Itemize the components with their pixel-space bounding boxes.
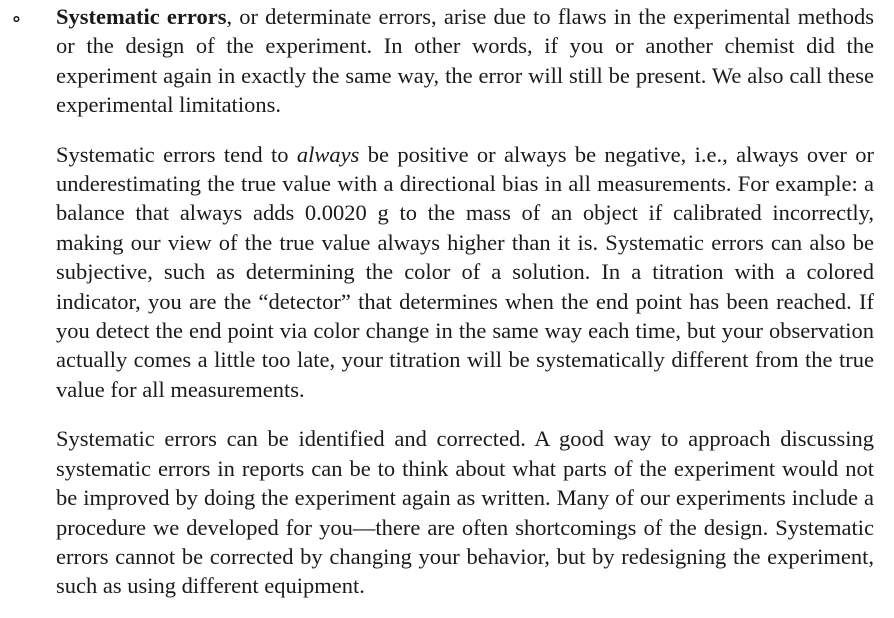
paragraph-identify-and-correct [56, 424, 874, 600]
paragraph-3-text: Systematic errors can be identified and corrected. A good way to approach discussing systematic errors in reports can be to think about what parts of the experiment would not be improved by doing the experiment again as written. Many of our experiments include a procedure we developed for you—there are often shortcomings of the design. Systematic errors cannot be corrected by changing your behavior, but by redesigning the experiment, such as using different equipment. [56, 426, 874, 599]
paragraph-2-italic-always: always [296, 141, 360, 167]
term-systematic-errors: Systematic errors [56, 4, 227, 29]
paragraph-2-text-before: Systematic errors tend to [56, 141, 297, 167]
paragraph-systematic-errors-definition [56, 2, 874, 120]
list-item [56, 2, 874, 601]
list-bullet: ∘ [11, 6, 22, 31]
paragraph-directional-bias [56, 140, 874, 405]
paragraph-2-text-after: be positive or always be negative, i.e., always over or underestimating the true value with a directional bias in all measurements. For example: a balance that always adds 0.0020 g to the mass of an object if calibrated incorrectly, making our view of the true value always higher than it is. Systematic errors can also be subjective, such as determining the color of a solution. In a titration with a colored indicator, you are the “detector” that determines when the end point has been reached. If you detect the end point via color change in the same way each time, but your observation actually comes a little too late, your titration will be systematically different from the true value for all measurements. [56, 141, 874, 402]
paragraph-1-text: , or determinate errors, arise due to flaws in the experimental methods or the design of the experiment. In other words, if you or another chemist did the experiment again in exactly the same way, the error will still be present. We also call these experimental limitations. [56, 4, 874, 118]
